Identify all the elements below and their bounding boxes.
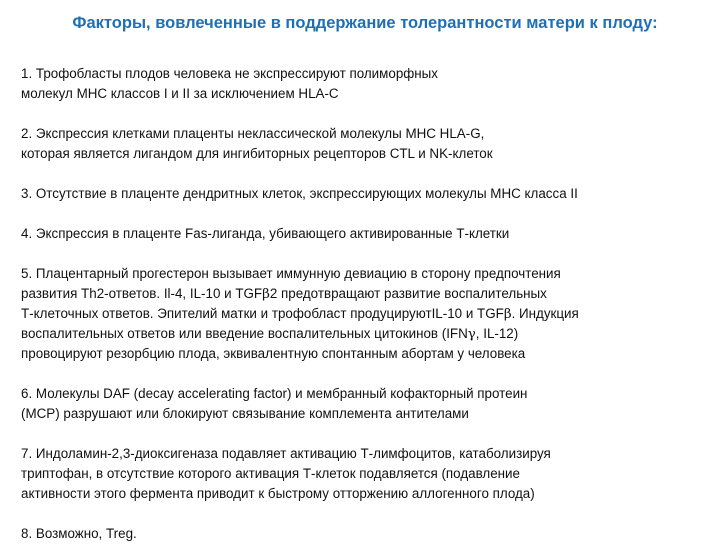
factor-item-8: [21, 524, 711, 544]
factor-5-line-1: 5. Плацентарный прогестерон вызывает иммунную девиацию в сторону предпочтения: [21, 266, 561, 281]
factor-item-2: [21, 124, 711, 164]
factor-5-line-3-text-b: . Индукция: [511, 306, 579, 321]
factor-1-line-1: 1. Трофобласты плодов человека не экспрессируют полиморфных: [21, 66, 438, 81]
factor-6-line-1: 6. Молекулы DAF (decay accelerating factor) и мембранный кофакторный протеин: [21, 386, 528, 401]
factor-2-line-1: 2. Экспрессия клетками плаценты неклассической молекулы MHC HLA-G,: [21, 126, 485, 141]
factor-3-line-1: 3. Отсутствие в плаценте дендритных клеток, экспрессирующих молекулы MHC класса II: [21, 186, 578, 201]
factor-6-line-2: (MCP) разрушают или блокируют связывание комплемента антителами: [21, 406, 469, 421]
factor-item-1: [21, 64, 711, 104]
factor-5-line-4-text-a: воспалительных ответов или введение воспалительных цитокинов (IFN: [21, 326, 468, 341]
factor-item-6: [21, 384, 711, 424]
factor-item-4: [21, 224, 711, 244]
factor-5-line-2: [21, 284, 711, 304]
factor-5-line-3: [21, 304, 711, 324]
gamma-symbol: γ: [467, 327, 476, 342]
factor-5-line-5: провоцируют резорбцию плода, эквивалентную спонтанным абортам у человека: [21, 346, 526, 361]
factor-item-3: [21, 184, 711, 204]
factor-5-line-2-text-a: развития Th2-ответов. Il-4, IL-10 и TGF: [21, 286, 263, 301]
factor-5-line-2-text-b: 2 предотвращают развитие воспалительных: [269, 286, 547, 301]
factor-list: [21, 64, 711, 544]
factor-7-line-1: 7. Индоламин-2,3-диоксигеназа подавляет активацию Т-лимфоцитов, катаболизируя: [21, 446, 551, 461]
beta-symbol: β: [503, 307, 512, 322]
factor-4-line-1: 4. Экспрессия в плаценте Fas-лиганда, убивающего активированные Т-клетки: [21, 226, 510, 241]
factor-2-line-2: которая является лигандом для ингибиторных рецепторов CTL и NK-клеток: [21, 146, 493, 161]
factor-7-line-2: триптофан, в отсутствие которого активация Т-клеток подавляется (подавление: [21, 466, 520, 481]
factor-8-line-1: 8. Возможно, Treg.: [21, 526, 137, 541]
factor-1-line-2: молекул MHC классов I и II за исключением HLA-C: [21, 86, 339, 101]
factor-item-5: [21, 264, 711, 364]
factor-item-7: [21, 444, 711, 504]
factor-5-line-4: [21, 324, 711, 344]
factor-5-line-3-text-a: Т-клеточных ответов. Эпителий матки и трофобласт продуцируютIL-10 и TGF: [21, 306, 504, 321]
slide-title: Факторы, вовлеченные в поддержание толерантности матери к плоду:: [72, 14, 658, 32]
factor-5-line-4-text-b: , IL-12): [475, 326, 519, 341]
factor-7-line-3: активности этого фермента приводит к быстрому отторжению аллогенного плода): [21, 486, 535, 501]
beta-symbol: β: [262, 287, 270, 302]
